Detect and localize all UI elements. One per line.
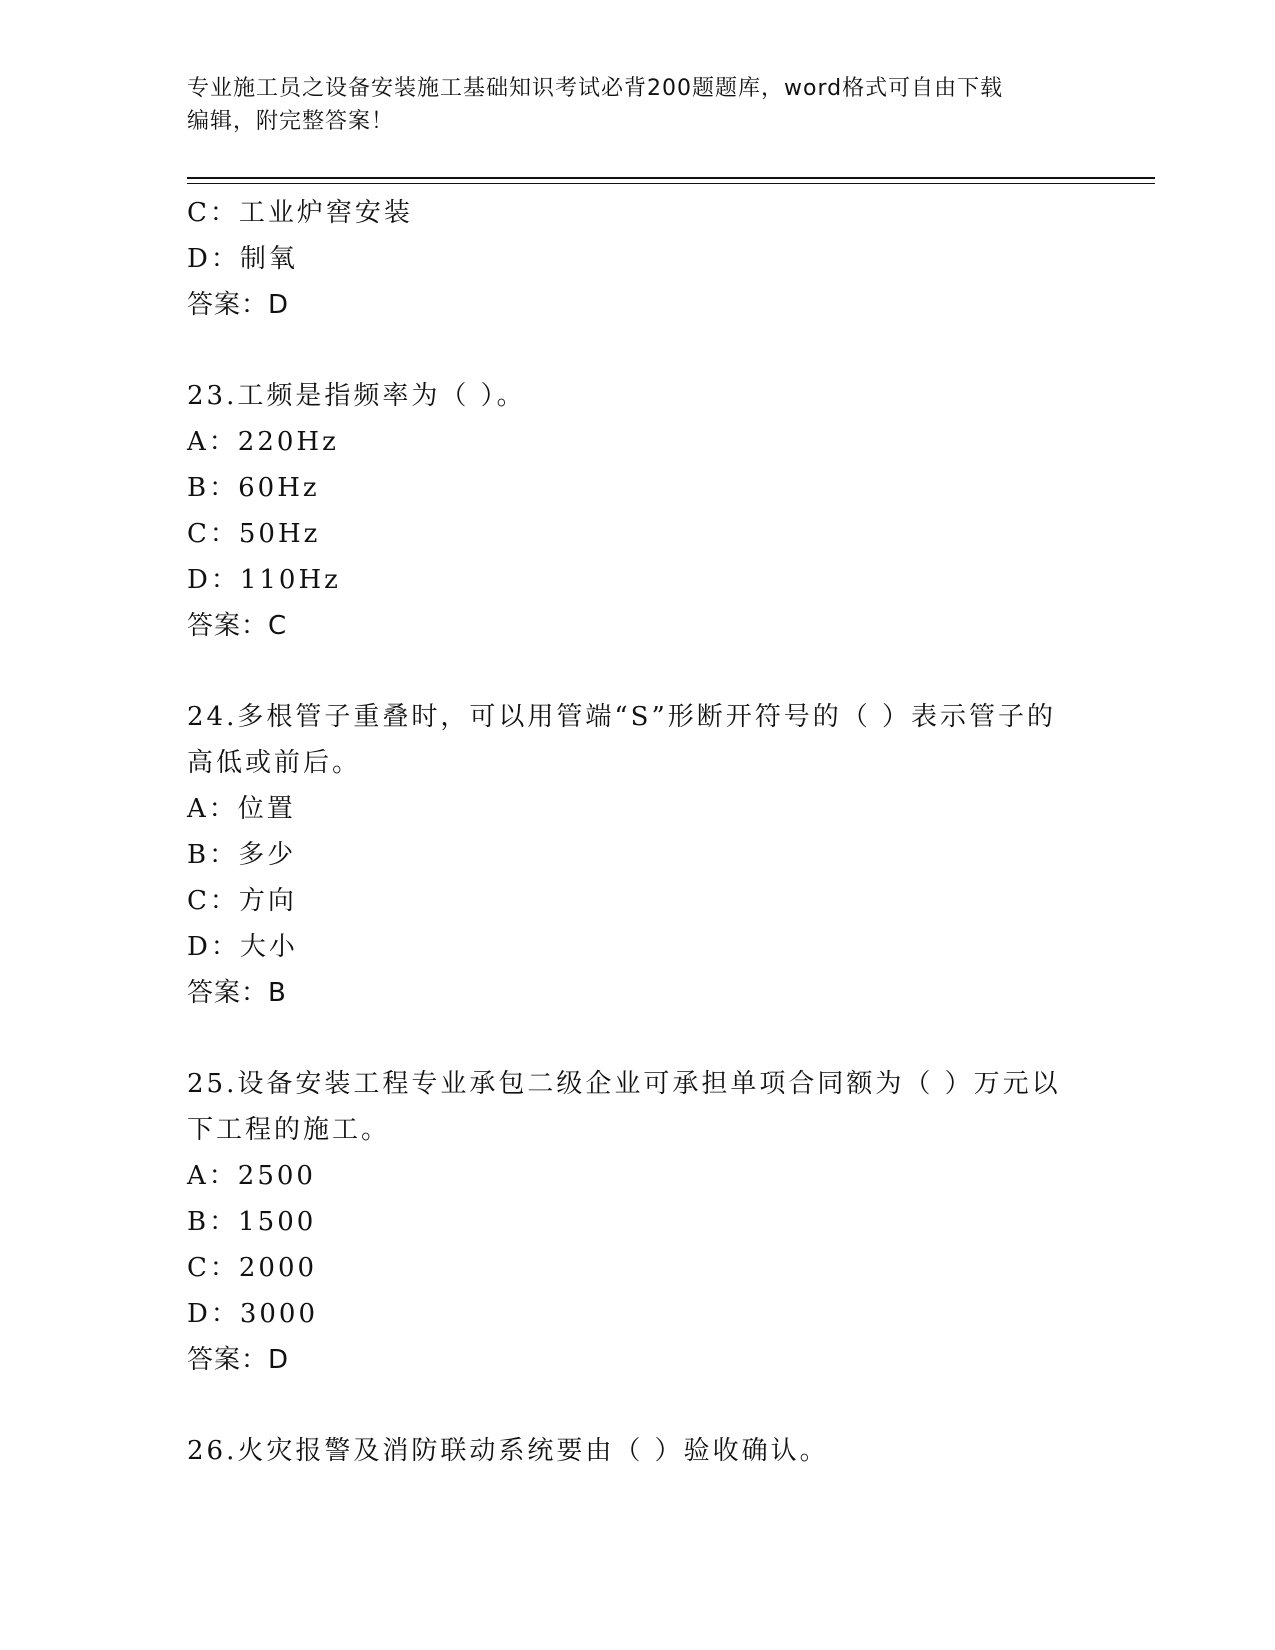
q23-option-b: B：60Hz (187, 473, 320, 503)
document-header (187, 72, 1077, 138)
q26-question: 26.火灾报警及消防联动系统要由（ ）验收确认。 (187, 1436, 829, 1466)
header-title-line-2: 编辑，附完整答案！ (187, 109, 395, 134)
q23-answer: 答案：C (187, 611, 288, 641)
q24-answer: 答案：B (187, 978, 287, 1008)
q24-question-line-1: 24.多根管子重叠时，可以用管端“S”形断开符号的（ ）表示管子的 (187, 702, 1057, 732)
header-title-line-1: 专业施工员之设备安装施工基础知识考试必背200题题库，word格式可自由下载 (187, 76, 1004, 101)
q22-option-d: D：制氧 (187, 244, 298, 274)
question-list (187, 190, 1087, 1474)
question-23-block (187, 373, 1087, 649)
question-24-block (187, 694, 1087, 1016)
question-25-block (187, 1061, 1087, 1383)
q23-option-d: D：110Hz (187, 565, 341, 595)
header-divider-thin (187, 183, 1155, 184)
q25-option-b: B：1500 (187, 1207, 317, 1237)
q25-option-d: D：3000 (187, 1299, 319, 1329)
spacer (187, 328, 1087, 373)
q24-option-d: D：大小 (187, 932, 298, 962)
q23-option-a: A：220Hz (187, 427, 339, 457)
q24-option-b: B：多少 (187, 840, 297, 870)
question-22-block (187, 190, 1087, 328)
q24-option-c: C：方向 (187, 886, 297, 916)
spacer (187, 1016, 1087, 1061)
q24-question-line-2: 高低或前后。 (187, 748, 362, 778)
q25-question-line-1: 25.设备安装工程专业承包二级企业可承担单项合同额为（ ）万元以 (187, 1069, 1061, 1099)
q22-option-c: C：工业炉窖安装 (187, 198, 413, 228)
q23-question: 23.工频是指频率为（ ）。 (187, 381, 526, 411)
q22-answer: 答案：D (187, 290, 290, 320)
header-divider-thick (187, 177, 1155, 179)
q24-option-a: A：位置 (187, 794, 296, 824)
question-26-block (187, 1428, 1087, 1474)
q25-answer: 答案：D (187, 1345, 290, 1375)
q25-option-a: A：2500 (187, 1161, 316, 1191)
q25-option-c: C：2000 (187, 1253, 318, 1283)
spacer (187, 1383, 1087, 1428)
q25-question-line-2: 下工程的施工。 (187, 1115, 391, 1145)
spacer (187, 649, 1087, 694)
q23-option-c: C：50Hz (187, 519, 321, 549)
